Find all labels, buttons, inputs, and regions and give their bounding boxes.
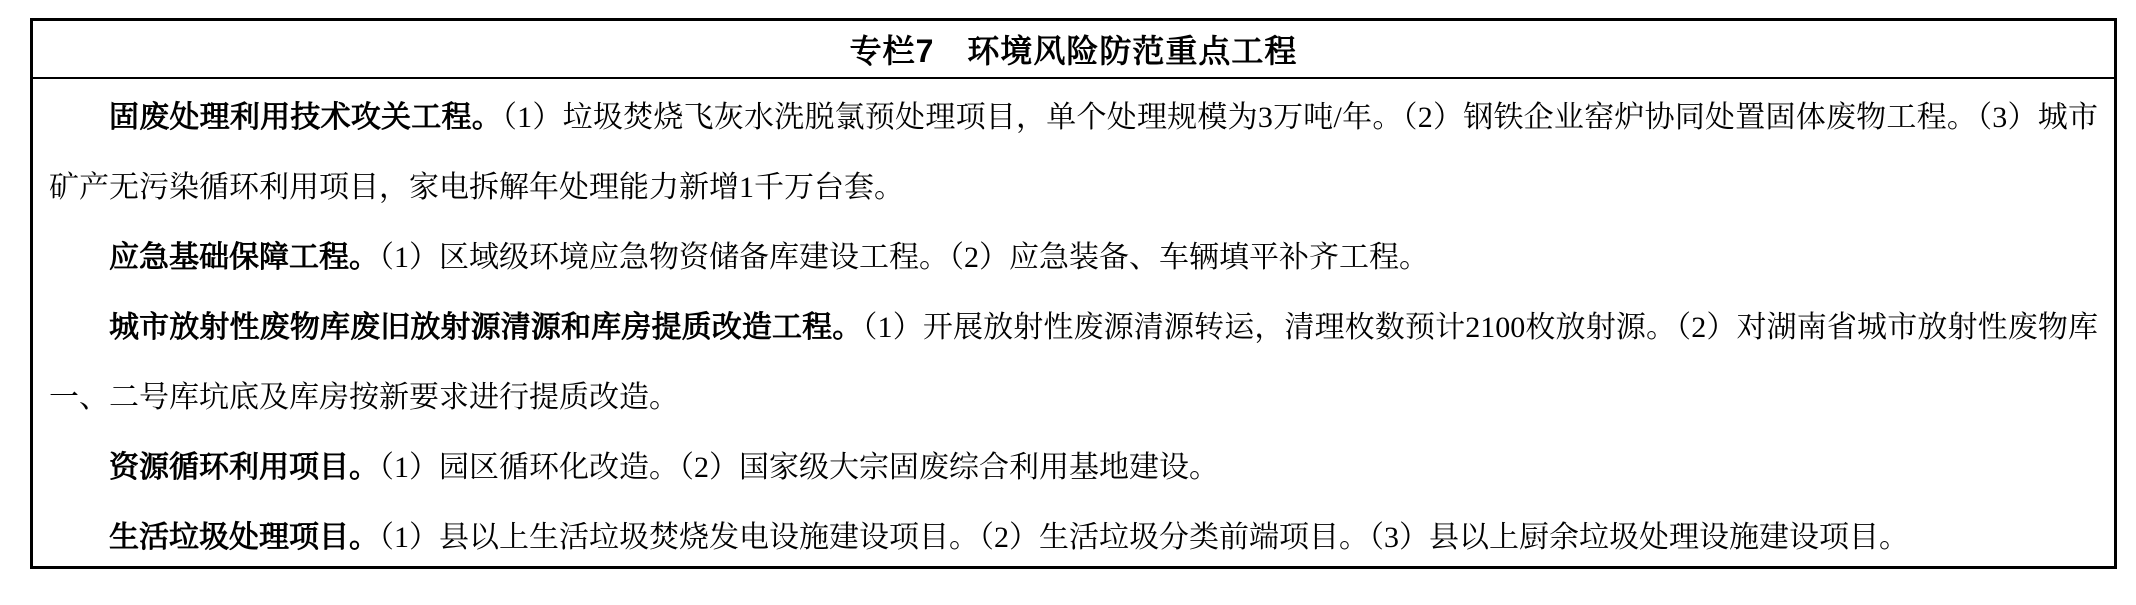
paragraph-lead: 生活垃圾处理项目。 [109, 521, 379, 554]
panel-body [33, 79, 2114, 573]
paragraph-text: （1）开展放射性废源清源转运，清理枚数预计2100枚放射源。（2）对湖南省城市放射性废物库一、二号库坑底及库房按新要求进行提质改造。 [49, 311, 2099, 414]
paragraph-text: （1）垃圾焚烧飞灰水洗脱氯预处理项目，单个处理规模为3万吨/年。（2）钢铁企业窑炉协同处置固体废物工程。（3）城市矿产无污染循环利用项目，家电拆解年处理能力新增1千万台套。 [49, 101, 2098, 204]
paragraph-lead: 资源循环利用项目。 [109, 451, 379, 484]
paragraph-lead: 应急基础保障工程。 [109, 241, 379, 274]
paragraph-resource-recycling [49, 433, 2098, 503]
paragraph-radioactive-waste [49, 293, 2098, 433]
paragraph-text: （1）区域级环境应急物资储备库建设工程。（2）应急装备、车辆填平补齐工程。 [379, 241, 1429, 274]
panel-title: 专栏7 环境风险防范重点工程 [849, 33, 1298, 69]
paragraph-text: （1）县以上生活垃圾焚烧发电设施建设项目。（2）生活垃圾分类前端项目。（3）县以上厨余垃圾处理设施建设项目。 [379, 521, 1909, 554]
paragraph-text: （1）园区循环化改造。（2）国家级大宗固废综合利用基地建设。 [379, 451, 1219, 484]
paragraph-solid-waste-tech [49, 83, 2098, 223]
paragraph-emergency-support [49, 223, 2098, 293]
paragraph-lead: 城市放射性废物库废旧放射源清源和库房提质改造工程。 [109, 311, 863, 344]
paragraph-household-garbage [49, 503, 2098, 573]
panel-title-row [33, 21, 2114, 79]
column-box-panel [30, 18, 2117, 569]
paragraph-lead: 固废处理利用技术攻关工程。 [109, 101, 502, 134]
